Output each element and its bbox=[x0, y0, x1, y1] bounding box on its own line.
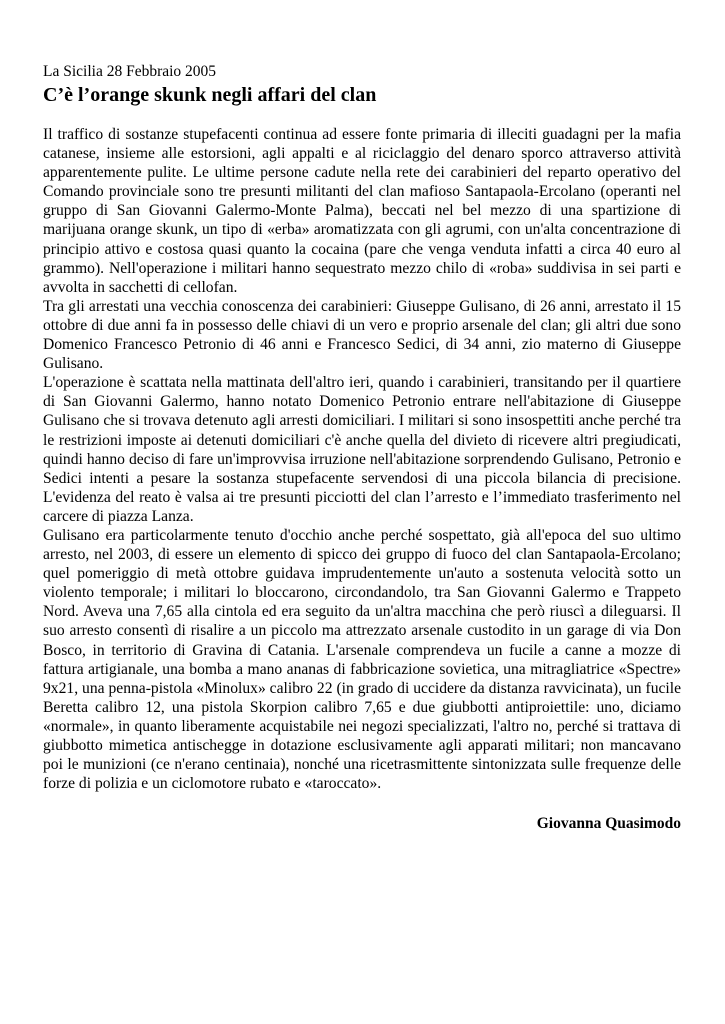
author-signature: Giovanna Quasimodo bbox=[536, 815, 681, 833]
newspaper-source-date: La Sicilia 28 Febbraio 2005 bbox=[43, 63, 217, 80]
article-body bbox=[43, 125, 681, 793]
article-page bbox=[43, 62, 681, 833]
article-paragraph-4: Gulisano era particolarmente tenuto d'occhio anche perché sospettato, già all'epoca del suo ultimo arresto, nel 2003, di essere un elemento di spicco dei gruppo di fuoco del clan Santapaola-Ercolano; quel pomeriggio di metà ottobre guidava imprudentemente un'auto a sostenuta velocità sotto un violento temporale; i militari lo bloccarono, circondandolo, tra San Giovanni Galermo e Trappeto Nord. Aveva una 7,65 alla cintola ed era seguito da un'altra macchina che però riuscì a dileguarsi. Il suo arresto consentì di risalire a un piccolo ma attrezzato arsenale custodito in un garage di via Don Bosco, in territorio di Gravina di Catania. L'arsenale comprendeva un fucile a canne a mozze di fattura artigianale, una bomba a mano ananas di fabbricazione sovietica, una mitragliatrice «Spectre» 9x21, una penna-pistola «Minolux» calibro 22 (in grado di uccidere da distanza ravvicinata), un fucile Beretta calibro 12, una pistola Skorpion calibro 7,65 e due giubbotti antiproiettile: uno, diciamo «normale», in quanto liberamente acquistabile nei negozi specializzati, l'altro no, perché si trattava di giubbotto mimetica antischegge in dotazione esclusivamente agli apparati militari; non mancavano poi le munizioni (ce n'erano centinaia), nonché una ricetrasmittente sintonizzata sulle frequenze delle forze di polizia e un ciclomotore rubato e «taroccato». bbox=[43, 526, 681, 793]
article-headline: C’è l’orange skunk negli affari del clan bbox=[43, 84, 377, 106]
article-paragraph-1: Il traffico di sostanze stupefacenti continua ad essere fonte primaria di illeciti guadagni per la mafia catanese, insieme alle estorsioni, agli appalti e al riciclaggio del denaro sporco attraverso attività apparentemente pulite. Le ultime persone cadute nella rete dei carabinieri del reparto operativo del Comando provinciale sono tre presunti militanti del clan mafioso Santapaola-Ercolano (operanti nel gruppo di San Giovanni Galermo-Monte Palma), beccati nel bel mezzo di una spartizione di marijuana orange skunk, un tipo di «erba» aromatizzata con gli agrumi, con un'alta concentrazione di principio attivo e costosa quasi quanto la cocaina (pare che venga venduta infatti a circa 40 euro al grammo). Nell'operazione i militari hanno sequestrato mezzo chilo di «roba» suddivisa in sei parti e avvolta in sacchetti di cellofan. bbox=[43, 126, 681, 296]
article-paragraph-3: L'operazione è scattata nella mattinata dell'altro ieri, quando i carabinieri, transitando per il quartiere di San Giovanni Galermo, hanno notato Domenico Petronio entrare nell'abitazione di Giuseppe Gulisano che si trovava detenuto agli arresti domiciliari. I militari si sono insospettiti anche perché tra le restrizioni imposte ai detenuti domiciliari c'è anche quella del divieto di ricevere altri pregiudicati, quindi hanno deciso di fare un'improvvisa irruzione nell'abitazione sorprendendo Gulisano, Petronio e Sedici intenti a pesare la sostanza stupefacente servendosi di una piccola bilancia di precisione. L'evidenza del reato è valsa ai tre presunti picciotti del clan l’arresto e l’immediato trasferimento nel carcere di piazza Lanza. bbox=[43, 374, 681, 525]
article-paragraph-2: Tra gli arrestati una vecchia conoscenza dei carabinieri: Giuseppe Gulisano, di 26 anni, arrestato il 15 ottobre di due anni fa in possesso delle chiavi di un vero e proprio arsenale del clan; gli altri due sono Domenico Francesco Petronio di 46 anni e Francesco Sedici, di 34 anni, zio materno di Giuseppe Gulisano. bbox=[43, 297, 681, 373]
